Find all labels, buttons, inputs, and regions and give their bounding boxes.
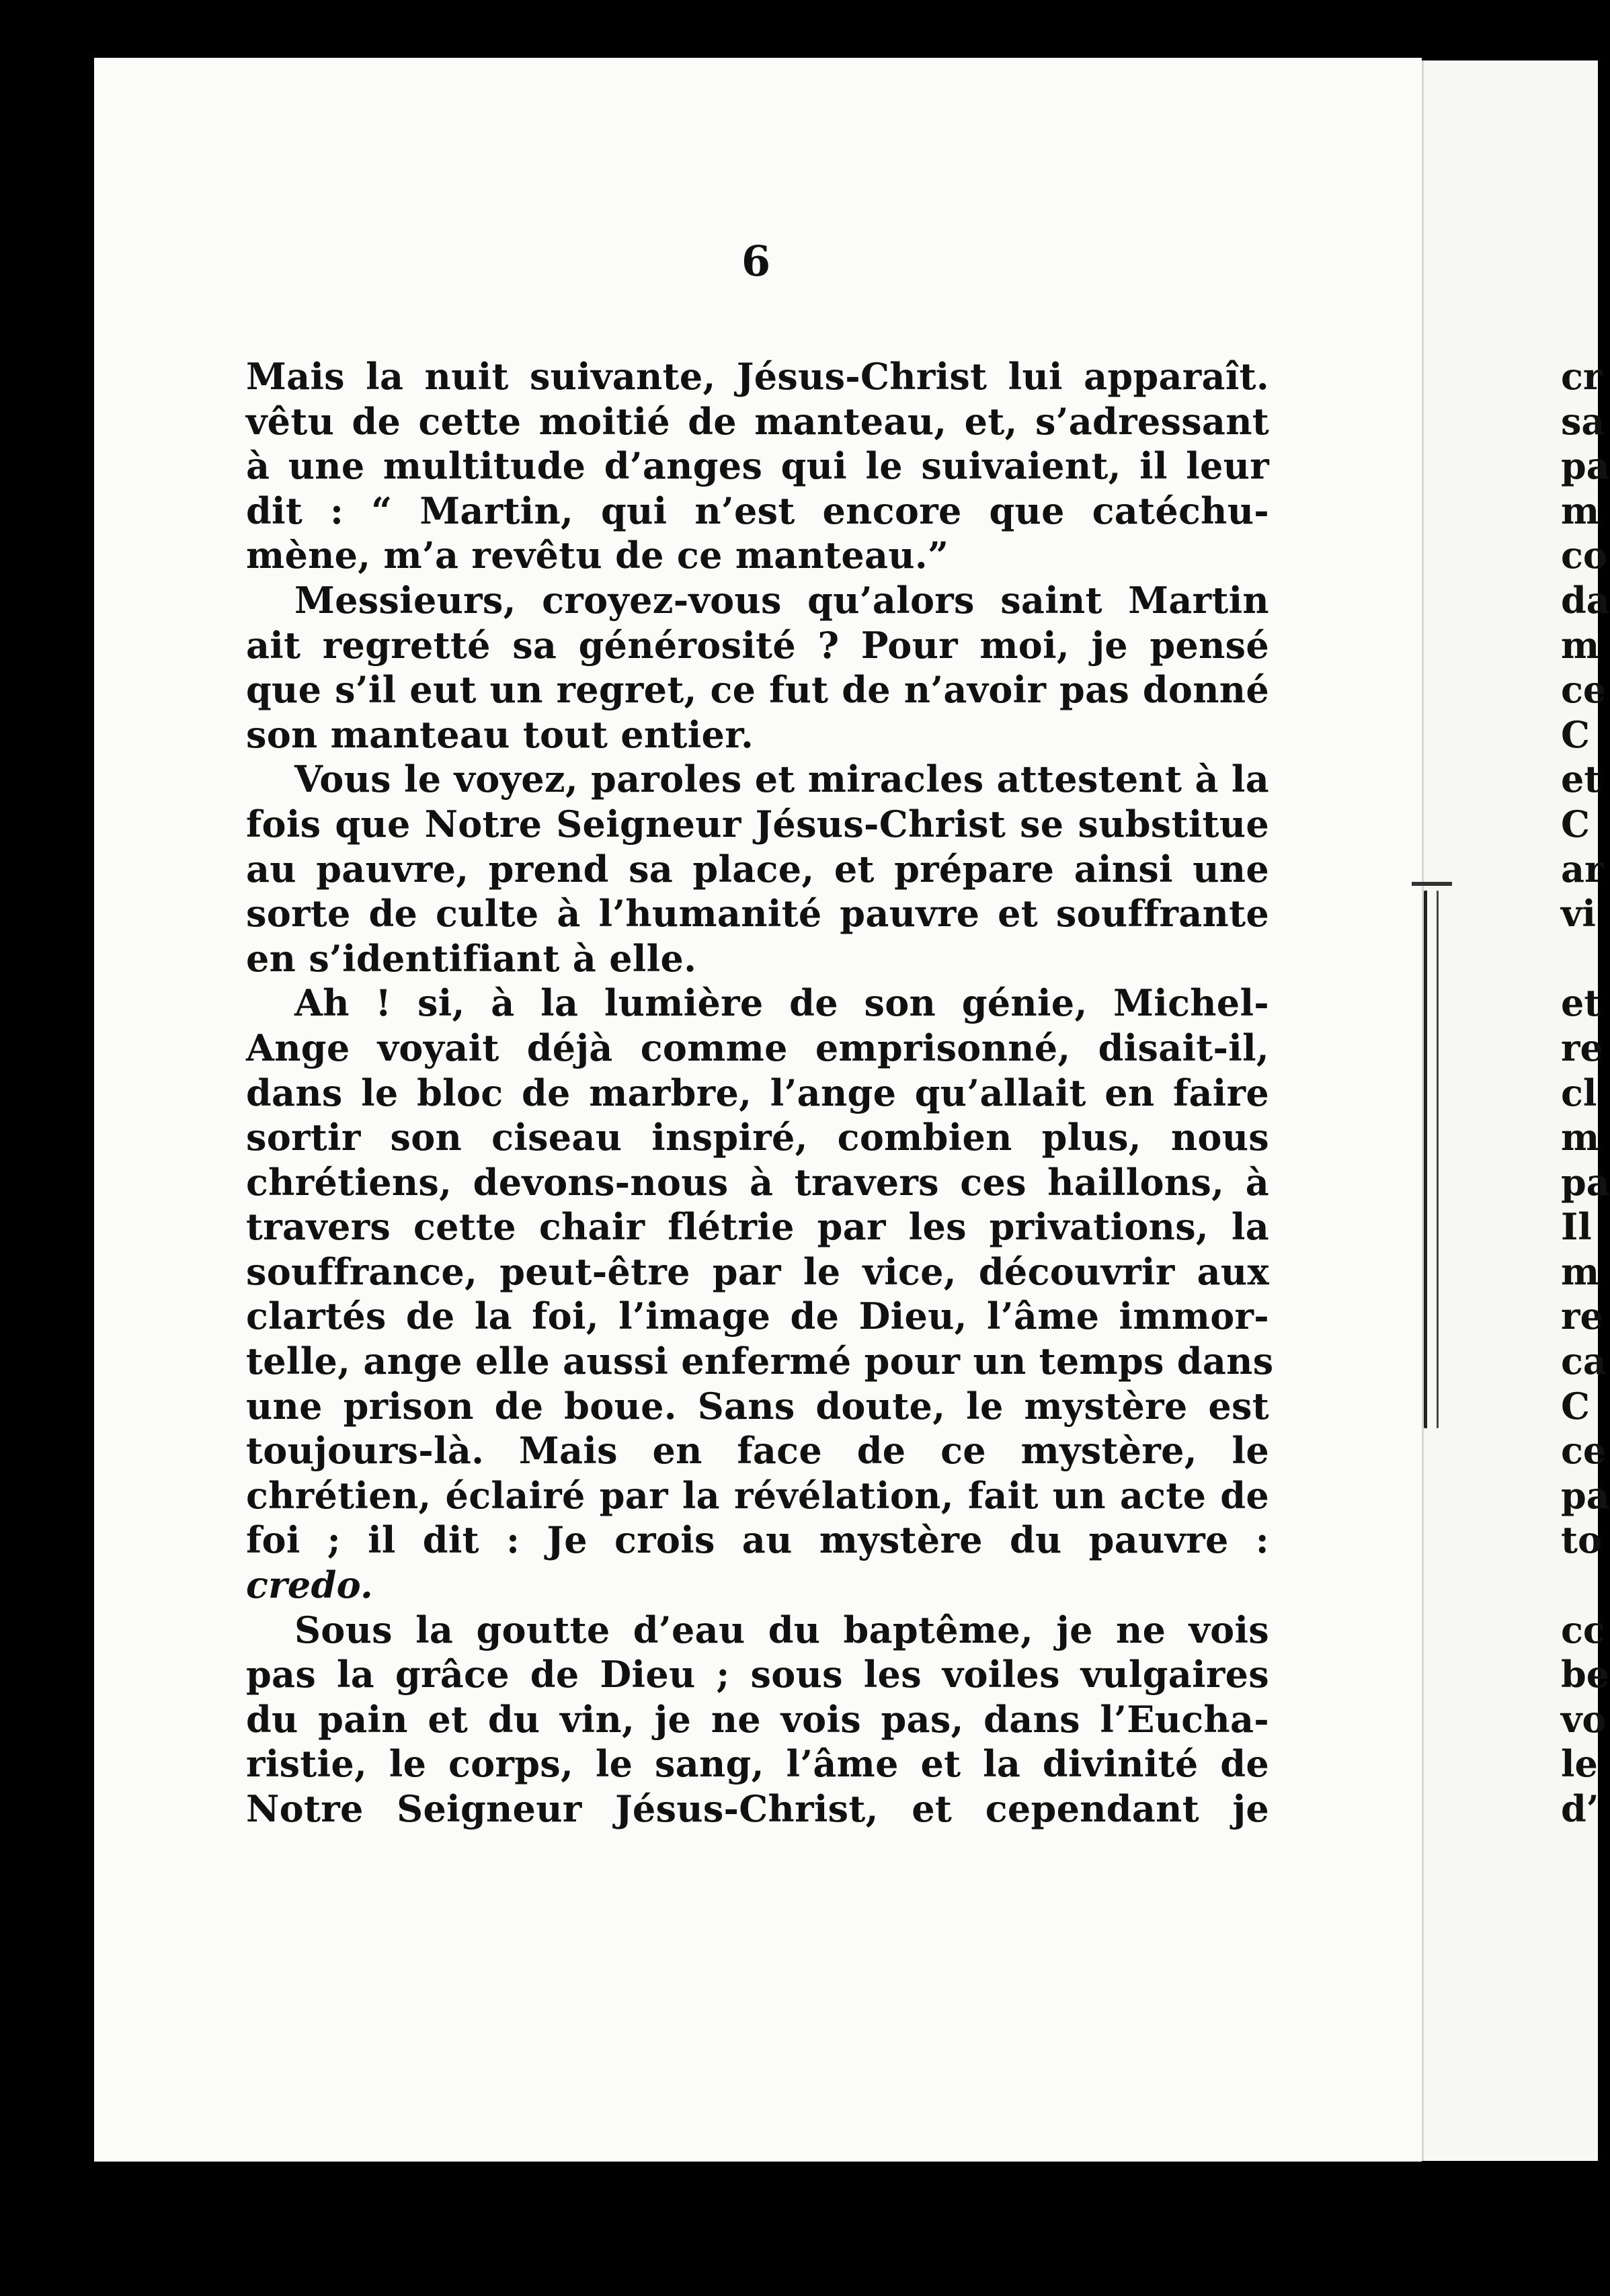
right-page-fragment: Il (1561, 1205, 1592, 1249)
text-line: ristie, le corps, le sang, l’âme et la divinité de (246, 1742, 1269, 1786)
text-line: ait regretté sa générosité ? Pour moi, je pensé (246, 623, 1269, 667)
text-line: Vous le voyez, paroles et miracles attestent à la (294, 757, 1269, 801)
body-text (246, 354, 1274, 1832)
text-line: dans le bloc de marbre, l’ange qu’allait en faire (246, 1071, 1269, 1114)
text-line: sortir son ciseau inspiré, combien plus, nous (246, 1116, 1269, 1159)
right-page-fragment: da (1561, 578, 1610, 622)
text-line: toujours-là. Mais en face de ce mystère, le (246, 1429, 1269, 1473)
right-page-fragment: C (1561, 712, 1590, 756)
right-page-fragment: et (1561, 757, 1601, 801)
right-page-fragment: C (1561, 1384, 1590, 1428)
right-page-fragment: le (1561, 1742, 1598, 1786)
text-line: du pain et du vin, je ne vois pas, dans l’Eucha- (246, 1697, 1269, 1741)
text-line: telle, ange elle aussi enfermé pour un temps dans (246, 1340, 1274, 1383)
right-page-fragment: vo (1561, 1697, 1607, 1741)
right-page-fragment: d’ (1561, 1787, 1599, 1830)
text-line: travers cette chair flétrie par les privations, la (246, 1205, 1269, 1249)
text-line: mène, m’a revêtu de ce manteau.” (246, 534, 949, 577)
page-edge-marker (1424, 891, 1439, 1428)
right-page-fragment: to (1561, 1518, 1602, 1562)
right-page-text (1561, 354, 1610, 1832)
text-line: Ah ! si, à la lumière de son génie, Michel- (294, 981, 1269, 1025)
right-page-fragment: m (1561, 489, 1600, 532)
right-page-fragment: cr (1561, 355, 1603, 398)
text-line: clartés de la foi, l’image de Dieu, l’âme immor- (246, 1295, 1269, 1338)
page-edge-marker-top (1412, 882, 1452, 886)
right-page-fragment: ce (1561, 668, 1607, 712)
right-page-fragment: m (1561, 1249, 1600, 1293)
text-line: chrétien, éclairé par la révélation, fait un acte de (246, 1473, 1269, 1517)
right-page-fragment (1561, 1563, 1610, 1608)
text-line: son manteau tout entier. (246, 712, 754, 756)
text-line: au pauvre, prend sa place, et prépare ainsi une (246, 847, 1269, 891)
right-page-fragment: cc (1561, 1608, 1605, 1651)
right-page-fragment: re (1561, 1295, 1603, 1338)
right-page-fragment: pa (1561, 1160, 1610, 1204)
right-page-fragment: ar (1561, 847, 1604, 891)
right-page-fragment: ca (1561, 1340, 1607, 1383)
text-line: fois que Notre Seigneur Jésus-Christ se substitue (246, 802, 1269, 846)
text-line: vêtu de cette moitié de manteau, et, s’adressant (246, 399, 1269, 443)
text-line: dit : “ Martin, qui n’est encore que catéchu- (246, 489, 1269, 532)
text-line: chrétiens, devons-nous à travers ces haillons, à (246, 1160, 1269, 1204)
text-line: en s’identifiant à elle. (246, 936, 697, 980)
text-line: souffrance, peut-être par le vice, découvrir aux (246, 1249, 1269, 1293)
right-page-fragment: cl (1561, 1071, 1597, 1114)
text-line: que s’il eut un regret, ce fut de n’avoir pas donné (246, 668, 1269, 712)
right-page-fragment: pa (1561, 444, 1610, 488)
right-page-fragment: m (1561, 1116, 1600, 1159)
right-page-fragment: pa (1561, 1473, 1610, 1517)
text-line: Messieurs, croyez-vous qu’alors saint Martin (294, 578, 1269, 622)
right-page-fragment: C (1561, 802, 1590, 846)
text-line: sorte de culte à l’humanité pauvre et souffrante (246, 892, 1269, 936)
text-line: une prison de boue. Sans doute, le mystère est (246, 1384, 1269, 1428)
text-line: foi ; il dit : Je crois au mystère du pauvre : (246, 1518, 1269, 1562)
right-page-fragment: m (1561, 623, 1600, 667)
right-page-fragment: et (1561, 981, 1601, 1025)
right-page-fragment: re (1561, 1026, 1603, 1069)
right-page-fragment: vi (1561, 892, 1596, 936)
right-page-fragment: co (1561, 534, 1607, 577)
text-line: Notre Seigneur Jésus-Christ, et cependant je (246, 1787, 1269, 1830)
right-page-fragment: be (1561, 1653, 1610, 1696)
text-line: Mais la nuit suivante, Jésus-Christ lui apparaît. (246, 355, 1269, 398)
right-page-fragment: sa (1561, 399, 1605, 443)
text-line: Sous la goutte d’eau du baptême, je ne vois (294, 1608, 1269, 1651)
text-line: Ange voyait déjà comme emprisonné, disait-il, (246, 1026, 1269, 1069)
text-line: credo. (246, 1563, 374, 1607)
right-page-fragment (1561, 936, 1610, 981)
page-number: 6 (741, 237, 771, 286)
text-line: à une multitude d’anges qui le suivaient, il leur (246, 444, 1269, 488)
text-line: pas la grâce de Dieu ; sous les voiles vulgaires (246, 1653, 1269, 1696)
right-page-fragment: ce (1561, 1429, 1607, 1473)
